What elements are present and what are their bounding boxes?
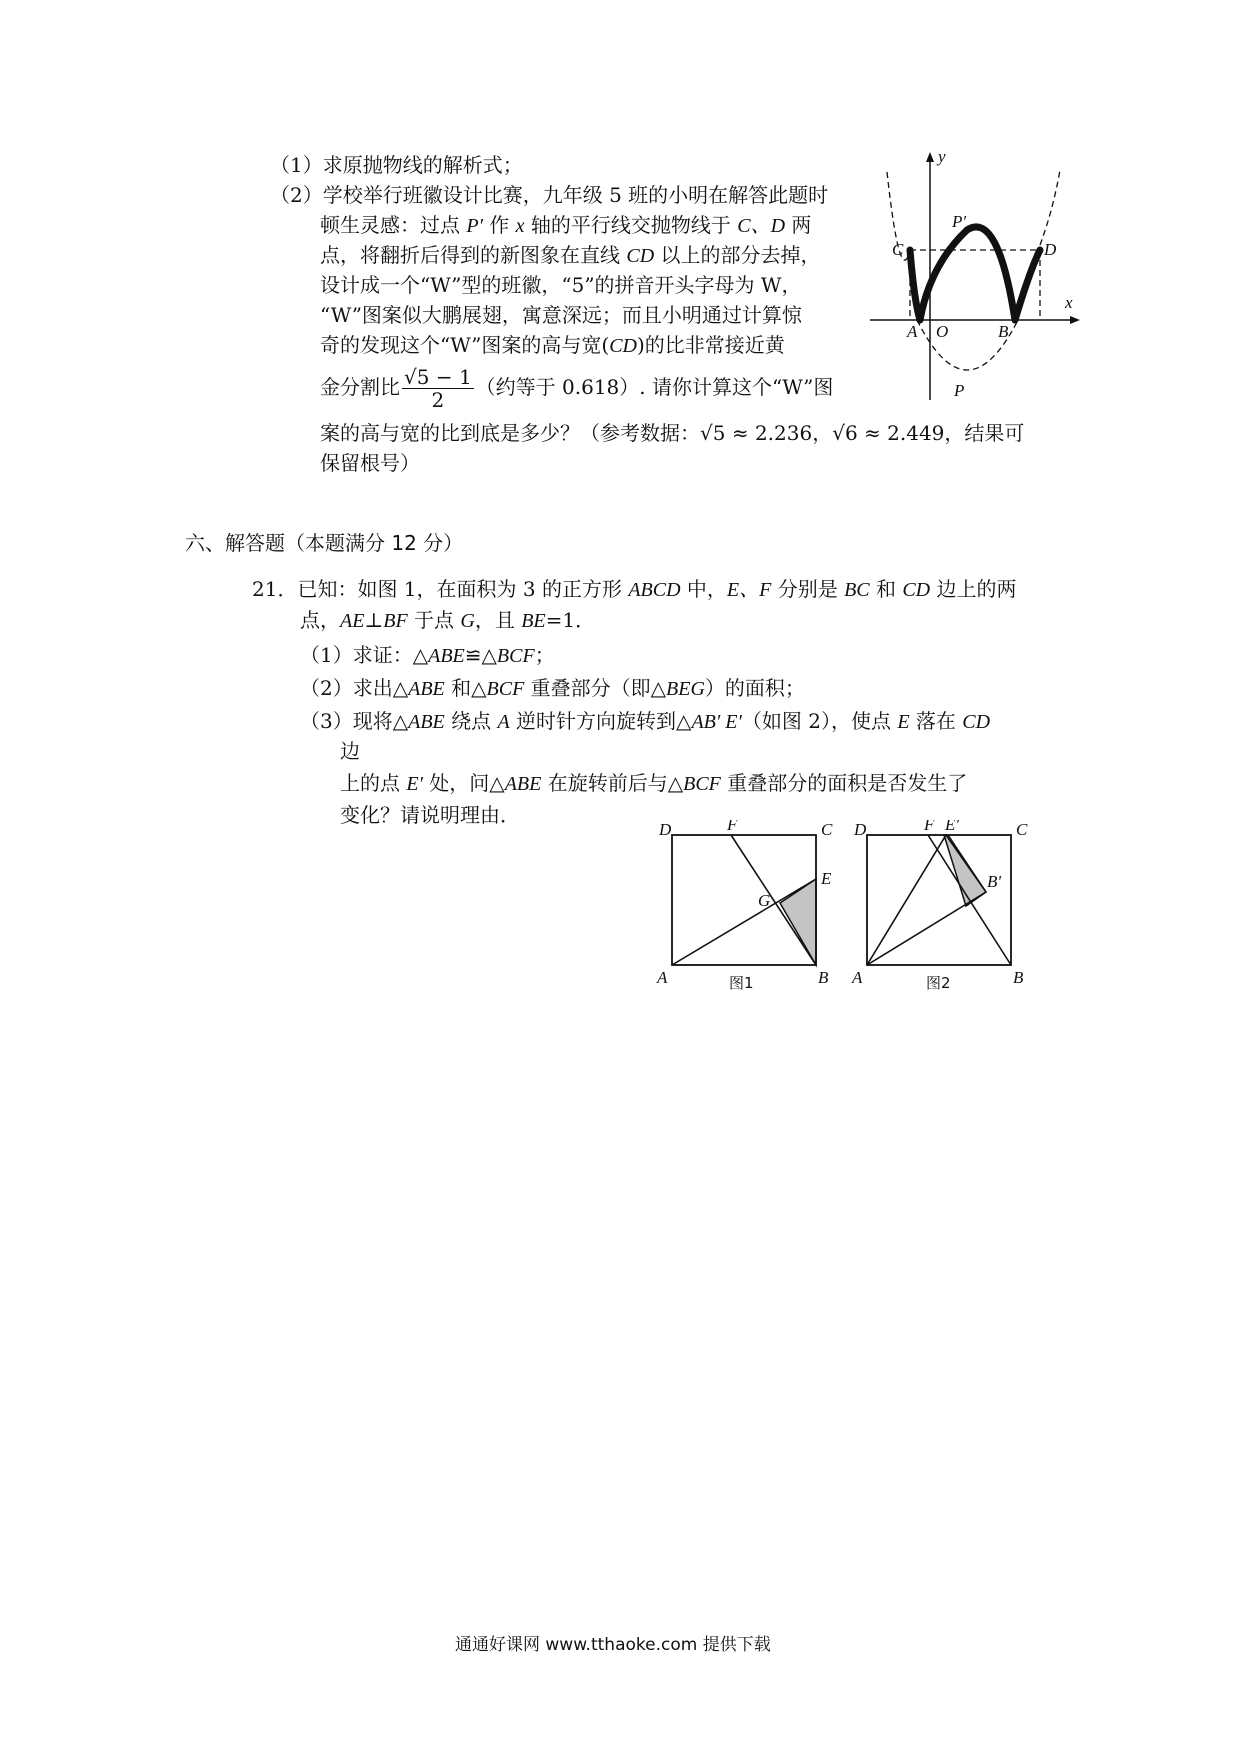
q20-part2-line8: 案的高与宽的比到底是多少？（参考数据：√5 ≈ 2.236，√6 ≈ 2.449，结果可 (320, 421, 1025, 445)
fig1-label-A: A (657, 968, 668, 987)
fig2-square-abcd (867, 835, 1011, 965)
label-A: A (907, 322, 918, 341)
q21-sub3-line2: 边 (340, 739, 360, 763)
figure-1 (655, 820, 855, 1000)
label-P: P (954, 381, 965, 400)
fig1-label-B: B (818, 968, 829, 987)
section-6-title: 六、解答题（本题满分 12 分） (185, 531, 464, 555)
fig2-label-B-prime: B' (987, 872, 1002, 891)
label-D: D (1044, 240, 1057, 259)
fig2-caption: 图2 (926, 974, 951, 992)
q21-line2: 点，AE⊥BF 于点 G，且 BE=1． (300, 608, 596, 632)
q20-part2-line7: 金分割比 $\frac{√5 - 1}{2}$ （约等于 0.618）. 请你计算这个“W”图 (320, 365, 834, 412)
q20-part2-line3: 点，将翻折后得到的新图象在直线 CD 以上的部分去掉， (320, 243, 821, 267)
fig2-label-F: F (924, 820, 935, 834)
fig1-label-G: G (758, 891, 771, 910)
q21-line1: 21．已知：如图 1，在面积为 3 的正方形 ABCD 中，E、F 分别是 BC 和 CD 边上的两 (252, 577, 1017, 601)
fig1-label-C: C (821, 820, 833, 839)
fig1-label-F: F (727, 820, 738, 834)
q20-part2-line9: 保留根号） (320, 451, 420, 475)
fig2-segment-bf (928, 835, 1011, 965)
fig1-caption: 图1 (729, 974, 754, 992)
fig1-label-E: E (821, 869, 832, 888)
label-C: C (892, 240, 904, 259)
fig2-label-A: A (852, 968, 863, 987)
q20-part2-line1: （2）学校举行班徽设计比赛，九年级 5 班的小明在解答此题时 (270, 183, 829, 207)
fig2-label-B: B (1013, 968, 1024, 987)
x-axis-arrow (1070, 316, 1080, 324)
q20-part2-line6: 奇的发现这个“W”图案的高与宽(CD)的比非常接近黄 (320, 333, 785, 357)
q21-sub2: （2）求出△ABE 和△BCF 重叠部分（即△BEG）的面积； (300, 676, 805, 700)
fig2-label-E-prime: E' (945, 820, 960, 834)
label-P-prime: P′ (952, 212, 967, 231)
fig2-segment-ae-prime (867, 835, 946, 965)
label-B: B (998, 322, 1009, 341)
parabola-right-dashed (1040, 170, 1060, 245)
label-O: O (936, 322, 949, 341)
figure-2 (850, 820, 1050, 1000)
fig1-label-D: D (659, 820, 672, 839)
w-parabola-graph (870, 150, 1080, 405)
q21-sub3-line4: 变化？请说明理由． (340, 803, 520, 827)
y-axis-arrow (926, 152, 934, 162)
label-x: x (1065, 293, 1073, 312)
q21-sub3-line1: （3）现将△ABE 绕点 A 逆时针方向旋转到△AB′ E′（如图 2），使点 E 落在 CD (300, 709, 991, 733)
label-y: y (938, 150, 946, 166)
golden-ratio-fraction: $\frac{√5 - 1}{2}$ (404, 365, 472, 412)
q20-part2-line5: “W”图案似大鹏展翅，寓意深远；而且小明通过计算惊 (320, 303, 802, 327)
fig1-shaded-triangle-beg (780, 879, 816, 965)
q20-part1: （1）求原抛物线的解析式； (270, 153, 523, 177)
fig2-segment-ab-prime (867, 892, 986, 965)
q20-part2-line2: 顿生灵感：过点 P′ 作 x 轴的平行线交抛物线于 C、D 两 (320, 213, 812, 237)
q20-part2-line4: 设计成一个“W”型的班徽，“5”的拼音开头字母为 W， (320, 273, 802, 297)
q21-sub3-line3: 上的点 E′ 处，问△ABE 在旋转前后与△BCF 重叠部分的面积是否发生了 (340, 771, 968, 795)
fig2-label-C: C (1016, 820, 1028, 839)
fig2-label-D: D (854, 820, 867, 839)
footer-text: 通通好课网 www.tthaoke.com 提供下载 (455, 1635, 771, 1655)
q21-sub1: （1）求证：△ABE≌△BCF； (300, 643, 555, 667)
